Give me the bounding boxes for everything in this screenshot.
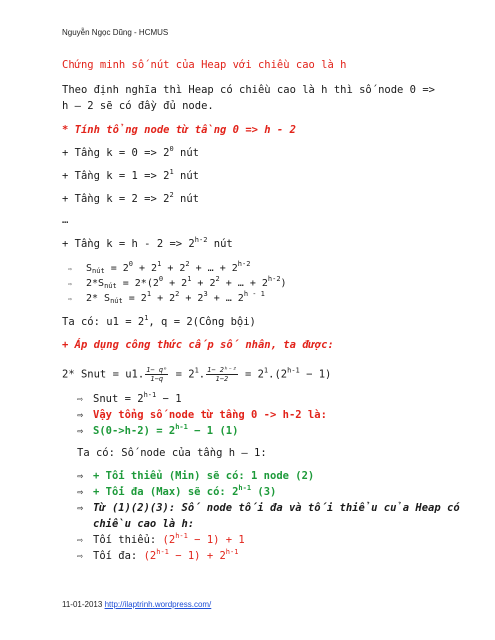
- max-formula-value: [144, 550, 239, 562]
- fraction-1-den: 1−q: [150, 375, 164, 383]
- fraction-2: [206, 366, 238, 383]
- given-exp: 1: [144, 314, 149, 322]
- equation-s-node: ⇨ $S_{nút} = 2^0 + 2^1 + 2^2$ + … + $2^{h-2}$: [68, 260, 251, 275]
- level-0-text: + Tầng k = 0 => 2: [62, 147, 170, 159]
- min-formula-exp: h-1: [175, 532, 188, 540]
- arrow-right-icon: ⇨: [77, 471, 84, 482]
- eq2-sub: nút: [104, 282, 117, 290]
- eq3-rest: = 2: [122, 293, 147, 304]
- level-1-text: + Tầng k = 1 => 2: [62, 170, 170, 182]
- bullet-arrow-icon: ⇨: [68, 295, 73, 303]
- result-snut-post: − 1: [156, 393, 182, 405]
- given-line: [62, 316, 256, 329]
- level-2-unit: nút: [173, 193, 199, 205]
- result-total-formula: [77, 425, 238, 438]
- formula-rhs-exp: 1: [263, 366, 269, 375]
- eq3-sub: nút: [110, 297, 123, 305]
- arrow-right-icon: ⇨: [77, 503, 84, 514]
- level-2-exp: 2: [169, 191, 174, 199]
- eq1-s: S: [86, 263, 93, 274]
- section-geometric-heading: + Áp dụng công thức cấp số nhân, ta được:: [62, 339, 334, 351]
- arrow-right-icon: ⇨: [77, 535, 84, 546]
- formula-mid-exp: 1: [194, 366, 199, 375]
- formula-line: [62, 366, 331, 383]
- level-2-line: [62, 193, 199, 206]
- result-total-formula-text: S(0->h-2) = 2: [93, 425, 176, 437]
- result-total-heading: [77, 409, 327, 422]
- max-formula-line: [77, 550, 238, 563]
- arrow-right-icon: ⇨: [77, 426, 84, 437]
- formula-rhs3: − 1): [299, 368, 332, 381]
- page-header: Nguyễn Ngọc Dũng - HCMUS: [62, 28, 169, 37]
- min-formula-value: [163, 534, 245, 546]
- arrow-right-icon: ⇨: [77, 410, 84, 421]
- section-sum-heading: * Tính tổng node từ tầng 0 => h - 2: [62, 124, 296, 136]
- eq3-s: 2* S: [86, 293, 111, 304]
- eq1-rest: = 2: [104, 263, 129, 274]
- result-snut-exp: h-1: [143, 391, 157, 399]
- level-h-line: [62, 238, 233, 251]
- result-total-formula-post: − 1 (1): [187, 425, 239, 437]
- min-formula-line: [77, 534, 245, 547]
- arrow-right-icon: ⇨: [77, 551, 84, 562]
- bullet-arrow-icon: ⇨: [68, 280, 73, 288]
- min-line: [77, 470, 314, 483]
- result-total-text: Vậy tổng số node từ tầng 0 -> h-2 là:: [93, 409, 327, 421]
- level-2-text: + Tầng k = 2 => 2: [62, 193, 170, 205]
- min-formula-post: − 1) + 1: [187, 534, 245, 546]
- result-total-formula-exp: h-1: [175, 423, 188, 431]
- max-formula-post: − 1) + 2: [168, 550, 226, 562]
- result-snut-text: Snut = 2: [93, 393, 144, 405]
- fraction-1: [145, 366, 168, 383]
- conclusion-text-1: Từ (1)(2)(3): Số node tối đa và tối thiểu của Heap có: [93, 502, 460, 514]
- max-line-exp: h-1: [238, 484, 252, 492]
- max-formula-label: Tối đa:: [93, 550, 144, 562]
- formula-lhs: 2* Snut = u1.: [62, 368, 145, 381]
- eq2-rest: = 2*(2: [116, 278, 159, 289]
- max-formula-val: (2: [143, 550, 157, 562]
- result-snut: [77, 393, 182, 406]
- level-0-line: [62, 147, 199, 160]
- formula-rhs2-exp: h-1: [287, 366, 300, 375]
- fraction-2-den: 1−2: [215, 375, 229, 383]
- intro-line-2: h – 2 sẽ có đầy đủ node.: [62, 100, 214, 112]
- fraction-1-num: 1− qⁿ: [146, 366, 168, 374]
- level-ellipsis: …: [62, 214, 69, 226]
- eq1-sub: nút: [92, 267, 105, 275]
- equation-2s-expanded: ⇨ 2* $S_{nút} = 2^1 + 2^2 + 2^3$ + … 2$^{h - 1}$: [68, 290, 265, 305]
- last-level-line: Ta có: Số node của tầng h – 1:: [77, 447, 267, 459]
- level-h-text: + Tầng k = h - 2 => 2: [62, 238, 195, 250]
- footer-link[interactable]: http://ilaptrinh.wordpress.com/: [104, 600, 212, 609]
- conclusion-line-1: [77, 502, 460, 515]
- level-1-exp: 1: [169, 168, 174, 176]
- max-line-post: (3): [251, 486, 277, 498]
- given-text: Ta có: u1 = 2: [62, 316, 145, 328]
- min-formula-label: Tối thiểu:: [93, 534, 163, 546]
- fraction-2-num: 1− 2ʰ⁻²: [207, 366, 237, 374]
- max-formula-exp2: h-1: [225, 548, 239, 556]
- arrow-right-icon: ⇨: [77, 487, 84, 498]
- min-line-text: + Tối thiểu (Min) sẽ có: 1 node (2): [93, 470, 315, 482]
- document-title: Chứng minh số nút của Heap với chiều cao là h: [62, 59, 347, 71]
- level-0-unit: nút: [173, 147, 199, 159]
- bullet-arrow-icon: ⇨: [68, 265, 73, 273]
- formula-mid: = 2: [169, 368, 195, 381]
- formula-rhs: = 2: [238, 368, 264, 381]
- level-0-exp: 0: [169, 145, 174, 153]
- arrow-right-icon: ⇨: [77, 394, 84, 405]
- equation-2s-node: ⇨ $2*S_{nút} = 2*(2^0 + 2^1 + 2^2$ + … + $2^{h-2}$): [68, 275, 287, 290]
- min-formula-val: (2: [162, 534, 176, 546]
- formula-mid2: .: [198, 368, 206, 381]
- formula-rhs2: .(2: [268, 368, 288, 381]
- given-rest: , q = 2(Công bội): [148, 316, 256, 328]
- conclusion-line-2: chiều cao là h:: [93, 518, 195, 530]
- footer-date: 11-01-2013: [62, 600, 105, 609]
- page-footer: [62, 600, 211, 609]
- eq2-s: 2*S: [86, 278, 105, 289]
- level-h-exp: h-2: [194, 236, 208, 244]
- level-1-line: [62, 170, 199, 183]
- level-h-unit: nút: [207, 238, 233, 250]
- max-line: [77, 486, 276, 499]
- intro-line-1: Theo định nghĩa thì Heap có chiều cao là h thì số node 0 =>: [62, 84, 435, 96]
- max-line-text: + Tối đa (Max) sẽ có: 2: [93, 486, 239, 498]
- max-formula-exp: h-1: [156, 548, 169, 556]
- level-1-unit: nút: [173, 170, 199, 182]
